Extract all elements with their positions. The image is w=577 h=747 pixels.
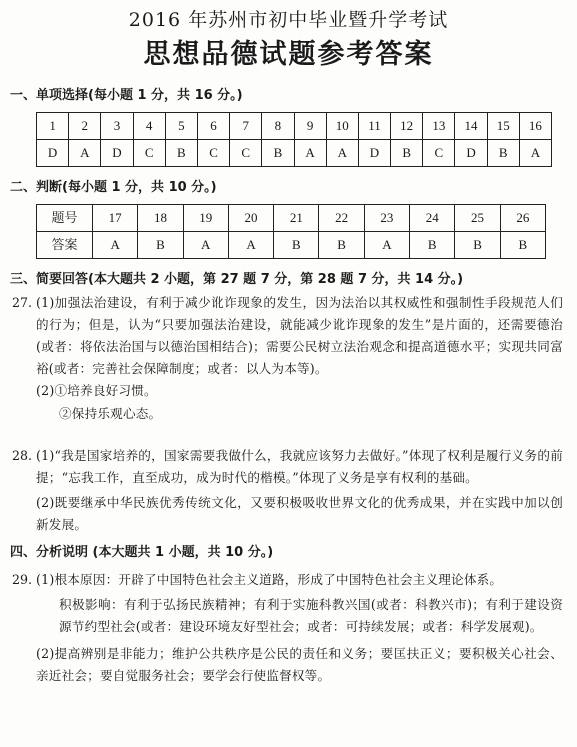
table-cell: 9 [294,113,326,140]
exam-title: 2016 年苏州市初中毕业暨升学考试 [128,9,449,31]
table-cell: 12 [391,113,423,140]
table-cell: A [93,232,138,259]
table-cell: B [274,232,319,259]
table-cell: 26 [500,205,545,232]
q28-part2-answer: (2)既要继承中华民族优秀传统文化，又要积极吸收世界文化的优秀成果，并在实践中加以创新发展。 [36,495,563,532]
table-cell: D [37,140,69,167]
table-cell: 18 [138,205,183,232]
table-cell: C [197,140,229,167]
table-cell: 7 [230,113,262,140]
true-false-answer-table [36,204,546,259]
q29-part1-answer: (1)根本原因：开辟了中国特色社会主义道路，形成了中国特色社会主义理论体系。 [36,572,503,587]
table-cell: A [519,140,551,167]
table-cell: 22 [319,205,364,232]
section-1-heading: 一、单项选择(每小题 1 分，共 16 分。) [10,88,243,103]
question-number: 29. [12,572,33,587]
row-label: 答案 [37,232,93,259]
table-cell: 11 [358,113,390,140]
document-title: 思想品德试题参考答案 [143,39,434,70]
table-cell: A [183,232,228,259]
table-cell: A [294,140,326,167]
table-cell: 2 [69,113,101,140]
question-number-row [37,205,546,232]
q29-part1-effects: 积极影响：有利于弘扬民族精神；有利于实施科教兴国(或者：科教兴市)；有利于建设资源节约型社会(或者：建设环境友好型社会；或者：可持续发展；或者：科学发展观)。 [59,597,563,634]
section-4-heading: 四、分析说明 (本大题共 1 小题，共 10 分。) [10,545,274,560]
table-cell: B [138,232,183,259]
table-cell: 5 [165,113,197,140]
table-cell: 15 [487,113,519,140]
table-cell: 4 [133,113,165,140]
q28-part1-answer: (1)“我是国家培养的，国家需要我做什么，我就应该努力去做好。”体现了权利是履行义务的前提；“忘我工作，直至成功，成为时代的楷模。”体现了义务是享有权利的基础。 [36,448,563,485]
table-cell: B [487,140,519,167]
table-cell: 13 [423,113,455,140]
section-2-heading: 二、判断(每小题 1 分，共 10 分。) [10,180,217,195]
table-cell: B [262,140,294,167]
table-cell: B [391,140,423,167]
q27-part2-answer-1: (2)①培养良好习惯。 [36,383,157,398]
table-cell: 3 [101,113,133,140]
table-cell: C [230,140,262,167]
table-cell: A [69,140,101,167]
table-cell: B [500,232,545,259]
q29-part2-answer: (2)提高辨别是非能力；维护公共秩序是公民的责任和义务；要匡扶正义；要积极关心社会、亲近社会；要自觉服务社会；要学会行使监督权等。 [36,646,563,683]
answer-row [37,232,546,259]
table-cell: 14 [455,113,487,140]
table-cell: 10 [326,113,358,140]
row-label: 题号 [37,205,93,232]
table-cell: D [455,140,487,167]
table-cell: 21 [274,205,319,232]
table-cell: 23 [364,205,409,232]
question-number: 28. [12,448,33,463]
table-cell: B [165,140,197,167]
table-cell: A [326,140,358,167]
table-cell: C [423,140,455,167]
table-cell: 8 [262,113,294,140]
table-cell: 25 [455,205,500,232]
question-number: 27. [12,295,33,310]
table-cell: C [133,140,165,167]
table-cell: 17 [93,205,138,232]
table-cell: 6 [197,113,229,140]
q27-part1-answer: (1)加强法治建设，有利于减少讹诈现象的发生，因为法治以其权威性和强制性手段规范人们的行为；但是，认为“只要加强法治建设，就能减少讹诈现象的发生”是片面的，还需要德治(或者：将依法治国与以德治国相结合)；需要公民树立法治观念和提高道德水平；实现共同富裕(或者：完善社会保障制度；或者：以人为本等)。 [36,295,563,376]
table-cell: A [228,232,273,259]
multiple-choice-answer-table [36,112,552,167]
table-cell: 20 [228,205,273,232]
question-number-row [37,113,552,140]
table-cell: B [455,232,500,259]
table-cell: B [410,232,455,259]
table-cell: 1 [37,113,69,140]
q27-part2-answer-2: ②保持乐观心态。 [59,406,162,421]
answer-row [37,140,552,167]
table-cell: 16 [519,113,551,140]
table-cell: B [319,232,364,259]
section-3-heading: 三、简要回答(本大题共 2 小题，第 27 题 7 分，第 28 题 7 分，共 14 分。) [10,272,464,287]
table-cell: 19 [183,205,228,232]
table-cell: D [358,140,390,167]
table-cell: A [364,232,409,259]
table-cell: D [101,140,133,167]
table-cell: 24 [410,205,455,232]
